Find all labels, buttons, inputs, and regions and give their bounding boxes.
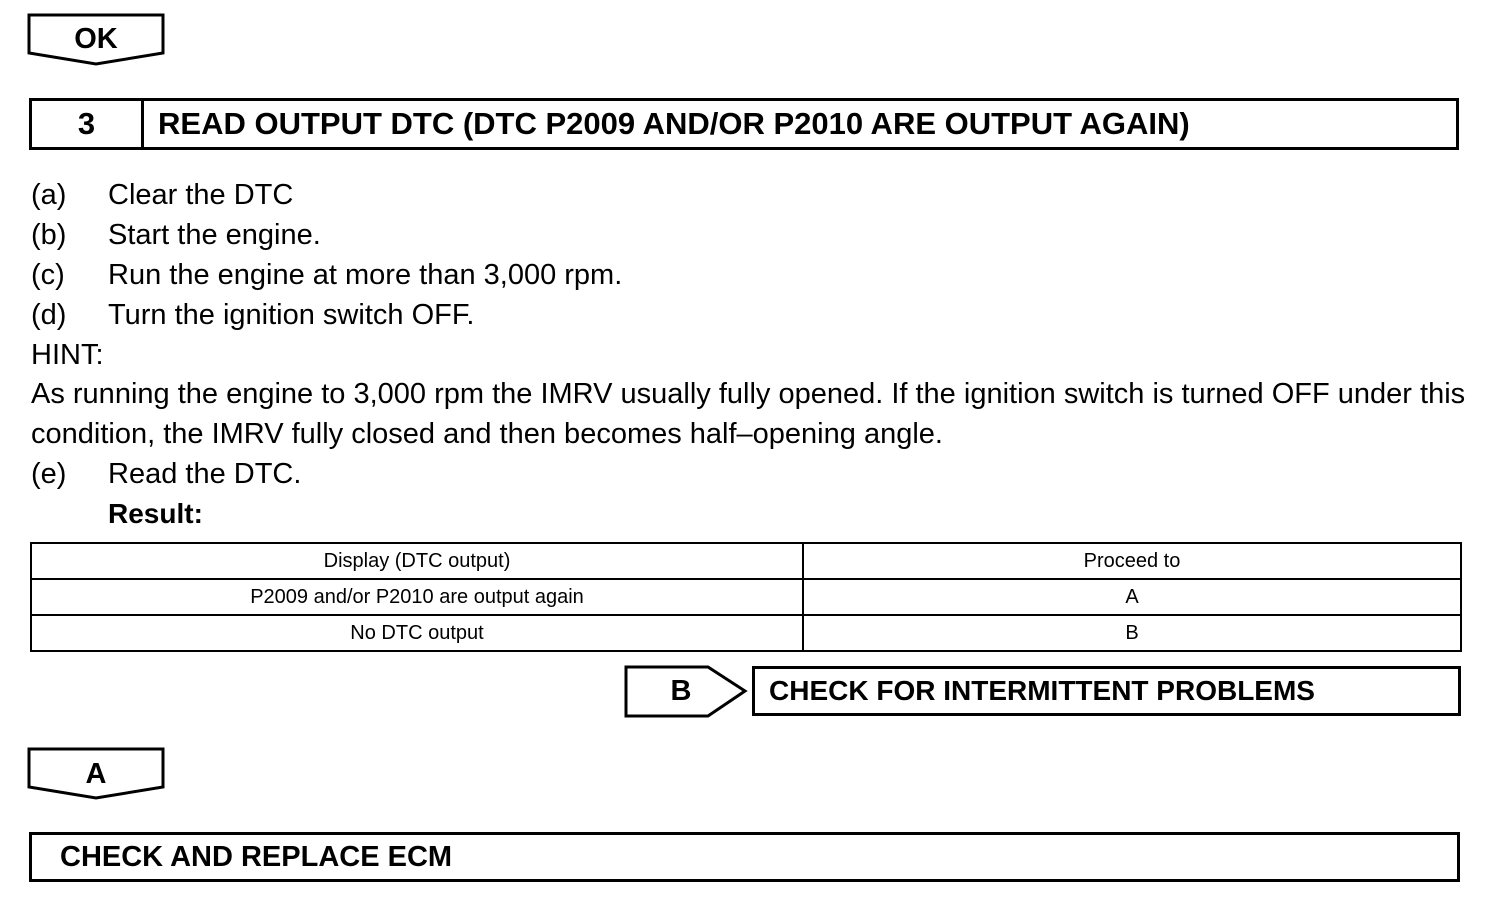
step-label: (d): [31, 299, 67, 331]
step-label: (b): [31, 219, 67, 251]
ok-tag-label: OK: [74, 23, 118, 55]
table-cell: B: [803, 615, 1461, 651]
step-text: Turn the ignition switch OFF.: [108, 299, 475, 331]
hint-text: As running the engine to 3,000 rpm the IMRV usually fully opened. If the ignition switch is turned OFF under this condition, the IMRV fully closed and then becomes half–opening angle.: [31, 378, 1466, 450]
branch-b-action: CHECK FOR INTERMITTENT PROBLEMS: [752, 666, 1461, 716]
branch-b-label: B: [670, 675, 692, 707]
step-title: READ OUTPUT DTC (DTC P2009 AND/OR P2010 ARE OUTPUT AGAIN): [158, 106, 1190, 141]
result-label: Result:: [108, 498, 203, 529]
step-text: Read the DTC.: [108, 458, 302, 490]
table-header-cell: Proceed to: [803, 543, 1461, 579]
step-label: (e): [31, 458, 67, 490]
table-header-cell: Display (DTC output): [31, 543, 803, 579]
table-cell: A: [803, 579, 1461, 615]
branch-a-label: A: [85, 758, 107, 790]
table-cell: No DTC output: [31, 615, 803, 651]
step-text: Clear the DTC: [108, 179, 294, 211]
step-label: (a): [31, 179, 67, 211]
step-text: Run the engine at more than 3,000 rpm.: [108, 259, 623, 291]
step-text: Start the engine.: [108, 219, 321, 251]
step-label: (c): [31, 259, 65, 291]
table-cell: P2009 and/or P2010 are output again: [31, 579, 803, 615]
hint-label: HINT:: [31, 339, 104, 371]
branch-a-action: CHECK AND REPLACE ECM: [29, 832, 1460, 882]
step-number: 3: [32, 101, 144, 147]
